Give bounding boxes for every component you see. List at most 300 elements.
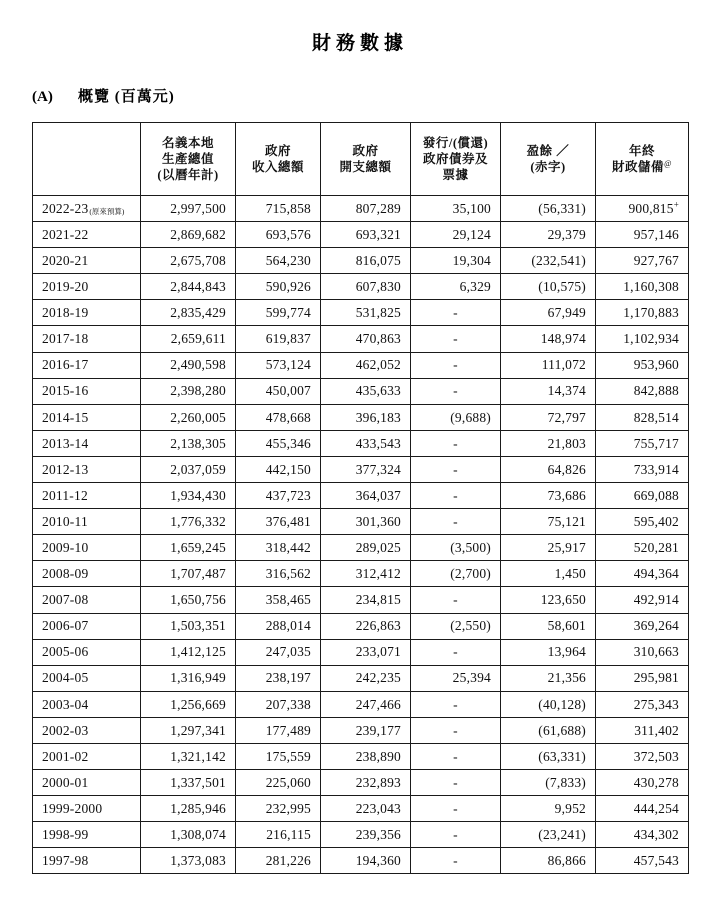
cell-value: 2,659,611 xyxy=(170,331,226,347)
cell-government-expenditure xyxy=(321,561,411,587)
cell-value: 310,663 xyxy=(633,644,679,660)
cell-nominal-gdp xyxy=(141,743,236,769)
cell-value: 21,356 xyxy=(547,670,586,686)
table-row xyxy=(33,352,689,378)
cell-value: (2,550) xyxy=(450,618,491,634)
cell-value: (63,331) xyxy=(538,748,586,764)
cell-nominal-gdp xyxy=(141,613,236,639)
cell-fiscal-reserves xyxy=(596,691,689,717)
cell-value: 1,659,245 xyxy=(170,540,226,556)
cell-nominal-gdp xyxy=(141,717,236,743)
cell-value: (232,541) xyxy=(531,252,586,268)
cell-bond-issuance xyxy=(411,274,501,300)
table-row xyxy=(33,796,689,822)
cell-bond-issuance xyxy=(411,196,501,222)
cell-value: 715,858 xyxy=(265,200,311,216)
cell-nominal-gdp xyxy=(141,796,236,822)
cell-year xyxy=(33,483,141,509)
cell-year xyxy=(33,822,141,848)
table-row xyxy=(33,222,689,248)
cell-year xyxy=(33,248,141,274)
header-line: 政府 xyxy=(264,144,291,158)
cell-value: 295,981 xyxy=(633,670,679,686)
cell-government-revenue xyxy=(236,691,321,717)
cell-government-expenditure xyxy=(321,378,411,404)
cell-government-revenue xyxy=(236,535,321,561)
year-label: 2010-11 xyxy=(42,513,88,529)
cell-surplus-deficit xyxy=(501,274,596,300)
cell-government-expenditure xyxy=(321,196,411,222)
cell-value: 67,949 xyxy=(547,305,586,321)
cell-surplus-deficit xyxy=(501,770,596,796)
cell-value: 238,197 xyxy=(265,670,311,686)
header-line: 盈餘 ／ xyxy=(526,144,570,158)
cell-value: 364,037 xyxy=(355,487,401,503)
cell-value: 226,863 xyxy=(355,618,401,634)
column-header-bond-issuance xyxy=(411,123,501,196)
cell-value: - xyxy=(453,644,458,660)
cell-year xyxy=(33,456,141,482)
cell-government-revenue xyxy=(236,796,321,822)
cell-value: - xyxy=(453,827,458,843)
cell-value: 35,100 xyxy=(452,200,491,216)
cell-government-revenue xyxy=(236,326,321,352)
cell-government-revenue xyxy=(236,352,321,378)
cell-value: 396,183 xyxy=(355,409,401,425)
cell-nominal-gdp xyxy=(141,196,236,222)
cell-bond-issuance xyxy=(411,822,501,848)
cell-year xyxy=(33,196,141,222)
cell-value: - xyxy=(453,748,458,764)
cell-year xyxy=(33,743,141,769)
cell-fiscal-reserves xyxy=(596,378,689,404)
cell-year xyxy=(33,770,141,796)
cell-value: - xyxy=(453,722,458,738)
cell-value: 377,324 xyxy=(355,461,401,477)
year-label: 2001-02 xyxy=(42,748,89,764)
table-row xyxy=(33,691,689,717)
cell-surplus-deficit xyxy=(501,483,596,509)
cell-value: - xyxy=(453,461,458,477)
year-note: (原來預算) xyxy=(89,206,125,216)
cell-value: 455,346 xyxy=(265,435,311,451)
cell-surplus-deficit xyxy=(501,456,596,482)
cell-surplus-deficit xyxy=(501,222,596,248)
year-label: 1997-98 xyxy=(42,853,89,869)
table-row xyxy=(33,274,689,300)
cell-value: 64,826 xyxy=(547,461,586,477)
table-body xyxy=(33,196,689,874)
year-label: 2000-01 xyxy=(42,774,89,790)
table-row xyxy=(33,822,689,848)
cell-value: 25,917 xyxy=(547,540,586,556)
cell-nominal-gdp xyxy=(141,483,236,509)
cell-government-expenditure xyxy=(321,326,411,352)
table-row xyxy=(33,300,689,326)
cell-fiscal-reserves xyxy=(596,796,689,822)
cell-year xyxy=(33,326,141,352)
cell-nominal-gdp xyxy=(141,378,236,404)
table-row xyxy=(33,509,689,535)
cell-fiscal-reserves xyxy=(596,535,689,561)
cell-nominal-gdp xyxy=(141,639,236,665)
cell-value: (40,128) xyxy=(538,696,586,712)
cell-surplus-deficit xyxy=(501,326,596,352)
cell-government-revenue xyxy=(236,483,321,509)
cell-nominal-gdp xyxy=(141,691,236,717)
table-row xyxy=(33,535,689,561)
cell-nominal-gdp xyxy=(141,352,236,378)
header-line xyxy=(598,159,686,175)
cell-bond-issuance xyxy=(411,743,501,769)
cell-value: - xyxy=(453,435,458,451)
table-row xyxy=(33,561,689,587)
cell-fiscal-reserves xyxy=(596,326,689,352)
year-label: 2020-21 xyxy=(42,252,89,268)
cell-value: 494,364 xyxy=(633,566,679,582)
header-line: 政府 xyxy=(352,144,379,158)
cell-surplus-deficit xyxy=(501,535,596,561)
cell-value: 275,343 xyxy=(633,696,679,712)
cell-value: - xyxy=(453,774,458,790)
cell-government-expenditure xyxy=(321,248,411,274)
cell-year xyxy=(33,404,141,430)
table-row xyxy=(33,483,689,509)
cell-value: - xyxy=(453,305,458,321)
cell-value: 311,402 xyxy=(634,722,679,738)
header-line: 收入總額 xyxy=(251,160,304,174)
table-row xyxy=(33,848,689,874)
cell-value: 6,329 xyxy=(459,279,491,295)
cell-bond-issuance xyxy=(411,717,501,743)
cell-bond-issuance xyxy=(411,378,501,404)
cell-fiscal-reserves xyxy=(596,509,689,535)
year-label: 1998-99 xyxy=(42,827,89,843)
cell-surplus-deficit xyxy=(501,691,596,717)
table-row xyxy=(33,248,689,274)
cell-nominal-gdp xyxy=(141,822,236,848)
cell-value: 595,402 xyxy=(633,513,679,529)
year-label: 2016-17 xyxy=(42,357,89,373)
cell-government-expenditure xyxy=(321,613,411,639)
column-header-government-expenditure xyxy=(321,123,411,196)
cell-value: - xyxy=(453,853,458,869)
cell-value: 369,264 xyxy=(633,618,679,634)
cell-value: - xyxy=(453,487,458,503)
financial-overview-table xyxy=(32,122,689,874)
cell-value: 1,650,756 xyxy=(170,592,226,608)
cell-value: 462,052 xyxy=(355,357,401,373)
cell-nominal-gdp xyxy=(141,587,236,613)
year-label: 2009-10 xyxy=(42,540,89,556)
cell-surplus-deficit xyxy=(501,300,596,326)
cell-bond-issuance xyxy=(411,639,501,665)
cell-value: 2,037,059 xyxy=(170,461,226,477)
cell-surplus-deficit xyxy=(501,639,596,665)
cell-nominal-gdp xyxy=(141,274,236,300)
year-label: 2014-15 xyxy=(42,409,89,425)
cell-value: 225,060 xyxy=(265,774,311,790)
cell-surplus-deficit xyxy=(501,509,596,535)
column-header-year xyxy=(33,123,141,196)
cell-value: 301,360 xyxy=(355,513,401,529)
table-row xyxy=(33,665,689,691)
cell-value: 1,934,430 xyxy=(170,487,226,503)
cell-nominal-gdp xyxy=(141,430,236,456)
cell-fiscal-reserves xyxy=(596,483,689,509)
cell-surplus-deficit xyxy=(501,587,596,613)
table-row xyxy=(33,326,689,352)
cell-bond-issuance xyxy=(411,509,501,535)
cell-fiscal-reserves xyxy=(596,248,689,274)
table-header xyxy=(33,123,689,196)
cell-value: 607,830 xyxy=(355,279,401,295)
cell-surplus-deficit xyxy=(501,404,596,430)
cell-value: - xyxy=(453,357,458,373)
cell-surplus-deficit xyxy=(501,248,596,274)
cell-value: 1,321,142 xyxy=(170,748,226,764)
cell-value: 1,373,083 xyxy=(170,853,226,869)
header-line: 政府債券及 xyxy=(422,152,488,166)
cell-year xyxy=(33,665,141,691)
cell-value: 2,675,708 xyxy=(170,252,226,268)
cell-government-expenditure xyxy=(321,665,411,691)
cell-nominal-gdp xyxy=(141,509,236,535)
cell-bond-issuance xyxy=(411,770,501,796)
year-label: 2008-09 xyxy=(42,566,89,582)
cell-value: - xyxy=(453,800,458,816)
cell-bond-issuance xyxy=(411,535,501,561)
year-label: 2005-06 xyxy=(42,644,89,660)
cell-bond-issuance xyxy=(411,404,501,430)
cell-surplus-deficit xyxy=(501,561,596,587)
cell-fiscal-reserves xyxy=(596,822,689,848)
cell-government-revenue xyxy=(236,248,321,274)
section-letter: (A) xyxy=(32,89,53,105)
cell-government-expenditure xyxy=(321,222,411,248)
cell-government-expenditure xyxy=(321,483,411,509)
cell-value: 29,379 xyxy=(547,226,586,242)
cell-value: 478,668 xyxy=(265,409,311,425)
cell-government-revenue xyxy=(236,456,321,482)
cell-government-revenue xyxy=(236,665,321,691)
cell-value: 242,235 xyxy=(355,670,401,686)
cell-government-expenditure xyxy=(321,535,411,561)
cell-government-expenditure xyxy=(321,717,411,743)
column-header-fiscal-reserves xyxy=(596,123,689,196)
cell-value: 599,774 xyxy=(265,305,311,321)
cell-value: 669,088 xyxy=(633,487,679,503)
cell-fiscal-reserves xyxy=(596,848,689,874)
cell-surplus-deficit xyxy=(501,665,596,691)
cell-bond-issuance xyxy=(411,222,501,248)
footnote-marker: @ xyxy=(664,158,672,168)
cell-fiscal-reserves xyxy=(596,196,689,222)
cell-value: 148,974 xyxy=(540,331,586,347)
section-label: 概覽 (百萬元) xyxy=(78,89,175,105)
cell-government-expenditure xyxy=(321,848,411,874)
column-header-surplus-deficit xyxy=(501,123,596,196)
cell-year xyxy=(33,796,141,822)
year-label: 1999-2000 xyxy=(42,800,103,816)
cell-value: 1,316,949 xyxy=(170,670,226,686)
cell-bond-issuance xyxy=(411,326,501,352)
cell-value: (56,331) xyxy=(538,200,586,216)
cell-government-expenditure xyxy=(321,300,411,326)
header-line: (赤字) xyxy=(530,160,566,174)
year-label: 2003-04 xyxy=(42,696,89,712)
cell-value: 177,489 xyxy=(265,722,311,738)
cell-value: (9,688) xyxy=(450,409,491,425)
cell-government-revenue xyxy=(236,300,321,326)
cell-value: 175,559 xyxy=(265,748,311,764)
cell-value: 86,866 xyxy=(547,853,586,869)
header-line: 發行/(償還) xyxy=(422,136,489,150)
cell-bond-issuance xyxy=(411,248,501,274)
year-label: 2013-14 xyxy=(42,435,89,451)
cell-value: - xyxy=(453,513,458,529)
cell-value: (23,241) xyxy=(538,827,586,843)
cell-year xyxy=(33,300,141,326)
cell-value: 457,543 xyxy=(633,853,679,869)
cell-value: 13,964 xyxy=(547,644,586,660)
header-line: 票據 xyxy=(442,168,469,182)
cell-value: 247,466 xyxy=(355,696,401,712)
cell-value: 430,278 xyxy=(633,774,679,790)
cell-value: 573,124 xyxy=(265,357,311,373)
cell-value: 194,360 xyxy=(355,853,401,869)
cell-surplus-deficit xyxy=(501,848,596,874)
cell-value: 1,707,487 xyxy=(170,566,226,582)
cell-nominal-gdp xyxy=(141,326,236,352)
cell-value: 2,398,280 xyxy=(170,383,226,399)
cell-value: 1,256,669 xyxy=(170,696,226,712)
table-row xyxy=(33,613,689,639)
year-label: 2006-07 xyxy=(42,618,89,634)
header-line: (以曆年計) xyxy=(157,168,219,182)
year-label: 2015-16 xyxy=(42,383,89,399)
cell-value: 73,686 xyxy=(547,487,586,503)
cell-value: 437,723 xyxy=(265,487,311,503)
cell-government-expenditure xyxy=(321,639,411,665)
cell-value: 1,776,332 xyxy=(170,513,226,529)
year-label: 2022-23 xyxy=(42,200,89,216)
cell-government-revenue xyxy=(236,222,321,248)
cell-government-revenue xyxy=(236,717,321,743)
cell-government-revenue xyxy=(236,404,321,430)
cell-value: 238,890 xyxy=(355,748,401,764)
cell-surplus-deficit xyxy=(501,822,596,848)
year-label: 2007-08 xyxy=(42,592,89,608)
cell-value: 531,825 xyxy=(355,305,401,321)
cell-year xyxy=(33,509,141,535)
cell-value: 75,121 xyxy=(547,513,586,529)
cell-value: 14,374 xyxy=(547,383,586,399)
cell-nominal-gdp xyxy=(141,561,236,587)
cell-surplus-deficit xyxy=(501,796,596,822)
cell-fiscal-reserves xyxy=(596,274,689,300)
cell-value: 223,043 xyxy=(355,800,401,816)
cell-value: 358,465 xyxy=(265,592,311,608)
cell-value: (7,833) xyxy=(545,774,586,790)
section-heading xyxy=(0,53,720,105)
cell-value: 733,914 xyxy=(633,461,679,477)
cell-nominal-gdp xyxy=(141,248,236,274)
cell-value: 842,888 xyxy=(633,383,679,399)
cell-value: 755,717 xyxy=(633,435,679,451)
cell-government-expenditure xyxy=(321,743,411,769)
year-label: 2012-13 xyxy=(42,461,89,477)
cell-fiscal-reserves xyxy=(596,770,689,796)
cell-year xyxy=(33,222,141,248)
cell-nominal-gdp xyxy=(141,665,236,691)
cell-value: 619,837 xyxy=(265,331,311,347)
cell-value: 1,308,074 xyxy=(170,827,226,843)
table-row xyxy=(33,456,689,482)
cell-surplus-deficit xyxy=(501,430,596,456)
cell-value: 2,490,598 xyxy=(170,357,226,373)
cell-bond-issuance xyxy=(411,613,501,639)
cell-value: (2,700) xyxy=(450,566,491,582)
cell-fiscal-reserves xyxy=(596,456,689,482)
cell-value: 216,115 xyxy=(266,827,311,843)
cell-government-revenue xyxy=(236,561,321,587)
table-row xyxy=(33,404,689,430)
cell-government-expenditure xyxy=(321,404,411,430)
cell-nominal-gdp xyxy=(141,222,236,248)
cell-government-expenditure xyxy=(321,770,411,796)
cell-value: 19,304 xyxy=(452,252,491,268)
cell-government-expenditure xyxy=(321,691,411,717)
cell-value: 25,394 xyxy=(452,670,491,686)
cell-year xyxy=(33,717,141,743)
cell-year xyxy=(33,639,141,665)
financial-table-container xyxy=(0,105,720,874)
cell-government-revenue xyxy=(236,770,321,796)
page-title: 財務數據 xyxy=(311,33,408,54)
cell-government-expenditure xyxy=(321,509,411,535)
cell-surplus-deficit xyxy=(501,352,596,378)
cell-value: 492,914 xyxy=(633,592,679,608)
cell-value: 247,035 xyxy=(265,644,311,660)
cell-value: 318,442 xyxy=(265,540,311,556)
cell-bond-issuance xyxy=(411,796,501,822)
cell-value: 281,226 xyxy=(265,853,311,869)
cell-value: 1,450 xyxy=(554,566,586,582)
cell-value: 2,997,500 xyxy=(170,200,226,216)
cell-fiscal-reserves xyxy=(596,404,689,430)
table-row xyxy=(33,378,689,404)
cell-value: 1,412,125 xyxy=(170,644,226,660)
cell-bond-issuance xyxy=(411,456,501,482)
cell-nominal-gdp xyxy=(141,770,236,796)
cell-nominal-gdp xyxy=(141,404,236,430)
cell-value: 450,007 xyxy=(265,383,311,399)
cell-fiscal-reserves xyxy=(596,613,689,639)
cell-value: 58,601 xyxy=(547,618,586,634)
cell-value: 900,815 xyxy=(628,200,674,216)
cell-surplus-deficit xyxy=(501,743,596,769)
cell-bond-issuance xyxy=(411,665,501,691)
cell-year xyxy=(33,848,141,874)
cell-nominal-gdp xyxy=(141,535,236,561)
cell-value: 2,260,005 xyxy=(170,409,226,425)
cell-fiscal-reserves xyxy=(596,587,689,613)
cell-year xyxy=(33,691,141,717)
cell-surplus-deficit xyxy=(501,378,596,404)
cell-bond-issuance xyxy=(411,848,501,874)
cell-government-revenue xyxy=(236,613,321,639)
